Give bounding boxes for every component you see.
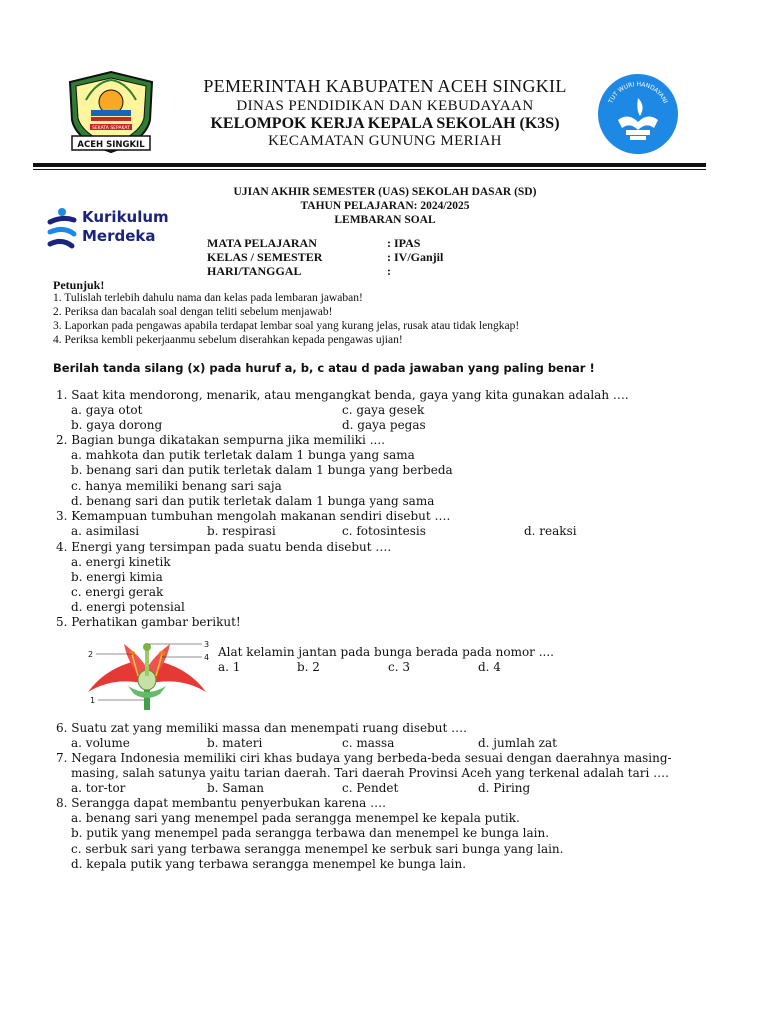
q7-option-a: a. tor-tor: [71, 781, 126, 795]
q4-option-b: b. energi kimia: [71, 570, 163, 584]
meta-date-label: HARI/TANGGAL: [207, 264, 302, 278]
header-line1: PEMERINTAH KABUPATEN ACEH SINGKIL: [203, 76, 567, 96]
q6-option-b: b. materi: [207, 736, 263, 750]
q6-option-a: a. volume: [71, 736, 130, 750]
brand-line2: Merdeka: [82, 227, 156, 245]
question-4: 4. Energi yang tersimpan pada suatu benda disebut ….: [56, 540, 392, 554]
header-divider-thick: [33, 163, 706, 167]
meta-class-value: : IV/Ganjil: [387, 250, 444, 264]
flower-label: 2: [88, 650, 94, 659]
header-divider-thin: [33, 169, 706, 170]
exam-title: UJIAN AKHIR SEMESTER (UAS) SEKOLAH DASAR (SD): [233, 186, 537, 198]
flower-label: 4: [204, 653, 210, 662]
q1-option-c: c. gaya gesek: [342, 403, 425, 417]
question-1: 1. Saat kita mendorong, menarik, atau mengangkat benda, gaya yang kita gunakan adalah ….: [56, 388, 629, 402]
q7-option-d: d. Piring: [478, 781, 531, 795]
kurikulum-merdeka-logo: [46, 206, 176, 250]
q4-option-a: a. energi kinetik: [71, 555, 171, 569]
meta-subject-label: MATA PELAJARAN: [207, 236, 317, 250]
header-line2: DINAS PENDIDIKAN DAN KEBUDAYAAN: [236, 98, 534, 114]
question-3: 3. Kemampuan tumbuhan mengolah makanan sendiri disebut ….: [56, 509, 451, 523]
brand-line1: Kurikulum: [82, 208, 169, 226]
q8-option-b: b. putik yang menempel pada serangga terbawa dan menempel ke bunga lain.: [71, 826, 550, 840]
q4-option-c: c. energi gerak: [71, 585, 164, 599]
question-7: 7. Negara Indonesia memiliki ciri khas budaya yang berbeda-beda sesuai dengan daerahnya masing-: [56, 751, 672, 765]
petunjuk-title: Petunjuk!: [53, 278, 105, 292]
exam-sheet-label: LEMBARAN SOAL: [334, 214, 436, 226]
q5-option-c: c. 3: [388, 660, 410, 674]
q8-option-c: c. serbuk sari yang terbawa serangga menempel ke serbuk sari bunga yang lain.: [71, 842, 564, 856]
exam-year: TAHUN PELAJARAN: 2024/2025: [300, 200, 470, 212]
petunjuk-item: 1. Tulislah terlebih dahulu nama dan kelas pada lembaran jawaban!: [53, 292, 363, 304]
aceh-singkil-logo: [66, 70, 156, 154]
petunjuk-item: 2. Periksa dan bacalah soal dengan teliti sebelum menjawab!: [53, 306, 333, 318]
q3-option-d: d. reaksi: [524, 524, 577, 538]
q5-option-d: d. 4: [478, 660, 501, 674]
question-6: 6. Suatu zat yang memiliki massa dan menempati ruang disebut ….: [56, 721, 467, 735]
q6-option-c: c. massa: [342, 736, 395, 750]
flower-label: 3: [204, 640, 210, 649]
q1-option-d: d. gaya pegas: [342, 418, 426, 432]
tut-wuri-handayani-logo: [596, 72, 680, 156]
q8-option-d: d. kepala putik yang terbawa serangga menempel ke bunga lain.: [71, 857, 467, 871]
q5-option-a: a. 1: [218, 660, 241, 674]
left-logo-label: ACEH SINGKIL: [77, 140, 145, 150]
q2-option-b: b. benang sari dan putik terletak dalam 1 bunga yang berbeda: [71, 463, 453, 477]
meta-class-label: KELAS / SEMESTER: [207, 250, 323, 264]
q6-option-d: d. jumlah zat: [478, 736, 557, 750]
petunjuk-item: 4. Periksa kembli pekerjaanmu sebelum diserahkan kepada pengawas ujian!: [53, 334, 403, 346]
q2-option-d: d. benang sari dan putik terletak dalam 1 bunga yang sama: [71, 494, 435, 508]
right-logo-motto: TUT WURI HANDAYANI: [607, 80, 669, 105]
meta-subject-value: : IPAS: [387, 236, 421, 250]
q3-option-c: c. fotosintesis: [342, 524, 426, 538]
q7-option-c: c. Pendet: [342, 781, 399, 795]
q5-subquestion: Alat kelamin jantan pada bunga berada pada nomor ....: [218, 645, 554, 659]
q4-option-d: d. energi potensial: [71, 600, 185, 614]
petunjuk-item: 3. Laporkan pada pengawas apabila terdapat lembar soal yang kurang jelas, rusak atau tidak lengkap!: [53, 320, 520, 332]
q3-option-b: b. respirasi: [207, 524, 276, 538]
q7-option-b: b. Saman: [207, 781, 264, 795]
q1-option-b: b. gaya dorong: [71, 418, 163, 432]
meta-date-value: :: [387, 264, 391, 278]
flower-label: 1: [90, 696, 96, 705]
left-logo-motto: SEKATA SEPAKAT: [92, 126, 130, 131]
q1-option-a: a. gaya otot: [71, 403, 143, 417]
q2-option-c: c. hanya memiliki benang sari saja: [71, 479, 282, 493]
q5-option-b: b. 2: [297, 660, 320, 674]
q8-option-a: a. benang sari yang menempel pada serangga menempel ke kepala putik.: [71, 811, 520, 825]
question-7-cont: masing, salah satunya yaitu tarian daerah. Tari daerah Provinsi Aceh yang terkenal adalah tari ….: [71, 766, 669, 780]
question-2: 2. Bagian bunga dikatakan sempurna jika memiliki ....: [56, 433, 385, 447]
answer-instruction: Berilah tanda silang (x) pada huruf a, b, c atau d pada jawaban yang paling benar !: [53, 361, 595, 375]
question-5: 5. Perhatikan gambar berikut!: [56, 615, 241, 629]
flower-diagram: [84, 636, 212, 710]
q3-option-a: a. asimilasi: [71, 524, 140, 538]
q2-option-a: a. mahkota dan putik terletak dalam 1 bunga yang sama: [71, 448, 415, 462]
question-8: 8. Serangga dapat membantu penyerbukan karena ….: [56, 796, 386, 810]
header-line3: KELOMPOK KERJA KEPALA SEKOLAH (K3S): [210, 115, 560, 132]
header-line4: KECAMATAN GUNUNG MERIAH: [268, 133, 502, 149]
